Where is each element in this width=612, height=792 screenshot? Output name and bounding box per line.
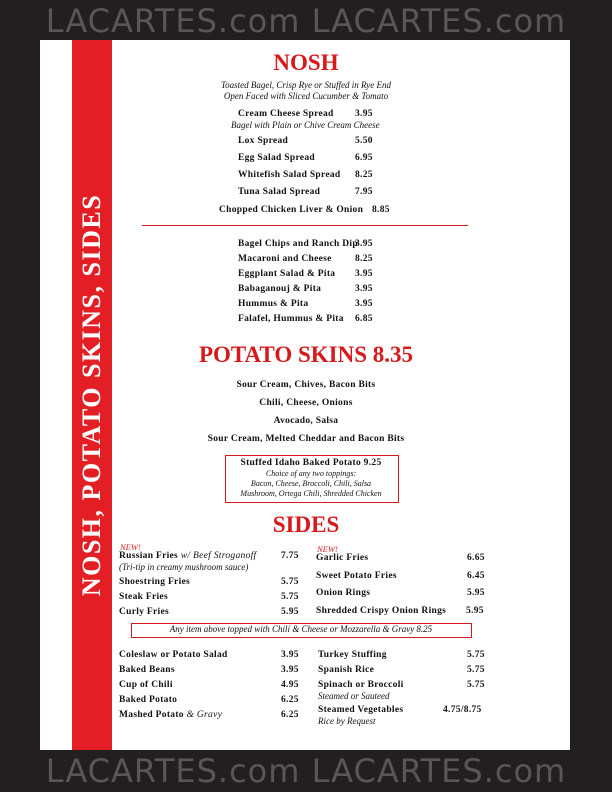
nosh-desc-1: Toasted Bagel, Crisp Rye or Stuffed in Rye End [220, 80, 392, 90]
menu-item-price: 6.45 [467, 571, 485, 581]
menu-item-name: Spinach or Broccoli [318, 680, 404, 690]
russian-fries-name: Russian Fries [119, 551, 179, 561]
menu-item-name [119, 710, 222, 720]
stuffed-potato-note: Bacon, Cheese, Broccoli, Chili, Salsa [250, 479, 372, 488]
mashed-potato-name: Mashed Potato [119, 710, 184, 720]
mashed-potato-extra: & Gravy [183, 710, 223, 720]
menu-item-price: 3.95 [281, 650, 299, 660]
stuffed-potato-note: Mushroom, Ortega Chili, Shredded Chicken [240, 489, 382, 498]
menu-item-name: Shoestring Fries [119, 577, 191, 587]
menu-item-price: 5.75 [467, 680, 485, 690]
menu-item-name: Whitefish Salad Spread [238, 170, 341, 180]
menu-item-price: 3.95 [355, 284, 373, 294]
menu-item-name: Tuna Salad Spread [238, 187, 321, 197]
menu-item-price: 5.75 [467, 650, 485, 660]
menu-item-price: 3.95 [355, 299, 373, 309]
menu-item-name: Egg Salad Spread [238, 153, 315, 163]
menu-item-price: 3.95 [355, 269, 373, 279]
menu-item-name: Baked Beans [119, 665, 175, 675]
menu-item-price: 3.95 [355, 239, 373, 249]
stuffed-potato-title: Stuffed Idaho Baked Potato 9.25 [240, 458, 382, 468]
menu-item-price: 5.75 [281, 592, 299, 602]
menu-item-name [119, 551, 257, 561]
sides-title: SIDES [272, 512, 340, 537]
menu-item-note: Bagel with Plain or Chive Cream Cheese [231, 120, 380, 130]
menu-item-note: (Tri-tip in creamy mushroom sauce) [119, 562, 249, 572]
menu-item-name: Macaroni and Cheese [238, 254, 332, 264]
menu-item-name: Eggplant Salad & Pita [238, 269, 336, 279]
menu-item-name: Onion Rings [316, 588, 371, 598]
watermark-top: LACARTES.com LACARTES.com [45, 2, 567, 40]
menu-item-price: 7.75 [281, 551, 299, 561]
menu-item-price: 8.25 [355, 254, 373, 264]
menu-item-note: Rice by Request [318, 716, 376, 726]
menu-item-price: 3.95 [355, 109, 373, 119]
menu-item-note: Steamed or Sauteed [318, 691, 390, 701]
nosh-title: NOSH [273, 50, 339, 75]
menu-item-price: 5.95 [281, 607, 299, 617]
menu-item-price: 6.25 [281, 710, 299, 720]
new-badge: NEW! [317, 544, 338, 554]
band-title: NOSH, POTATO SKINS, SIDES [77, 193, 106, 597]
topping-note: Any item above topped with Chili & Cheese or Mozzarella & Gravy 8.25 [169, 624, 433, 634]
menu-item-name: Steak Fries [119, 592, 168, 602]
menu-item-name: Falafel, Hummus & Pita [238, 314, 344, 324]
skins-option: Sour Cream, Chives, Bacon Bits [236, 380, 376, 390]
menu-item-price: 8.25 [355, 170, 373, 180]
potato-skins-title: POTATO SKINS 8.35 [198, 342, 414, 367]
skins-option: Sour Cream, Melted Cheddar and Bacon Bits [207, 434, 405, 444]
menu-item-name: Baked Potato [119, 695, 178, 705]
menu-item-name: Cream Cheese Spread [238, 109, 334, 119]
menu-item-price: 6.95 [355, 153, 373, 163]
menu-item-name: Bagel Chips and Ranch Dip [238, 239, 358, 249]
skins-option: Chili, Cheese, Onions [259, 398, 353, 408]
menu-item-price: 3.95 [281, 665, 299, 675]
menu-item-name: Coleslaw or Potato Salad [119, 650, 228, 660]
menu-item-name: Steamed Vegetables [318, 705, 404, 715]
menu-item-name: Shredded Crispy Onion Rings [316, 606, 447, 616]
skins-option: Avocado, Salsa [273, 416, 339, 426]
menu-item-name: Turkey Stuffing [318, 650, 387, 660]
section-divider [142, 225, 468, 226]
menu-item-name: Babaganouj & Pita [238, 284, 322, 294]
menu-item-price: 5.50 [355, 136, 373, 146]
nosh-desc-2: Open Faced with Sliced Cucumber & Tomato [223, 91, 389, 101]
menu-item-price: 6.25 [281, 695, 299, 705]
menu-item-name: Sweet Potato Fries [316, 571, 397, 581]
new-badge: NEW! [120, 542, 141, 552]
menu-item-name: Hummus & Pita [238, 299, 309, 309]
menu-item-price: 7.95 [355, 187, 373, 197]
menu-item-price: 4.75/8.75 [443, 705, 482, 715]
menu-item-price: 4.95 [281, 680, 299, 690]
menu-page [40, 40, 570, 750]
menu-item-name: Garlic Fries [316, 553, 369, 563]
menu-item-name: Curly Fries [119, 607, 169, 617]
watermark-bottom: LACARTES.com LACARTES.com [45, 752, 567, 790]
menu-item-name: Chopped Chicken Liver & Onion [219, 205, 364, 215]
russian-fries-topping: w/ Beef Stroganoff [178, 551, 257, 561]
menu-item-price: 5.75 [281, 577, 299, 587]
menu-item-name: Spanish Rice [318, 665, 375, 675]
menu-item-price: 6.85 [355, 314, 373, 324]
menu-item-price: 5.75 [467, 665, 485, 675]
stuffed-potato-note: Choice of any two toppings: [265, 469, 357, 478]
menu-item-name: Lox Spread [238, 136, 289, 146]
menu-item-price: 5.95 [467, 588, 485, 598]
menu-item-price: 5.95 [466, 606, 484, 616]
menu-item-name: Cup of Chili [119, 680, 173, 690]
menu-item-price: 6.65 [467, 553, 485, 563]
menu-item-price: 8.85 [372, 205, 390, 215]
